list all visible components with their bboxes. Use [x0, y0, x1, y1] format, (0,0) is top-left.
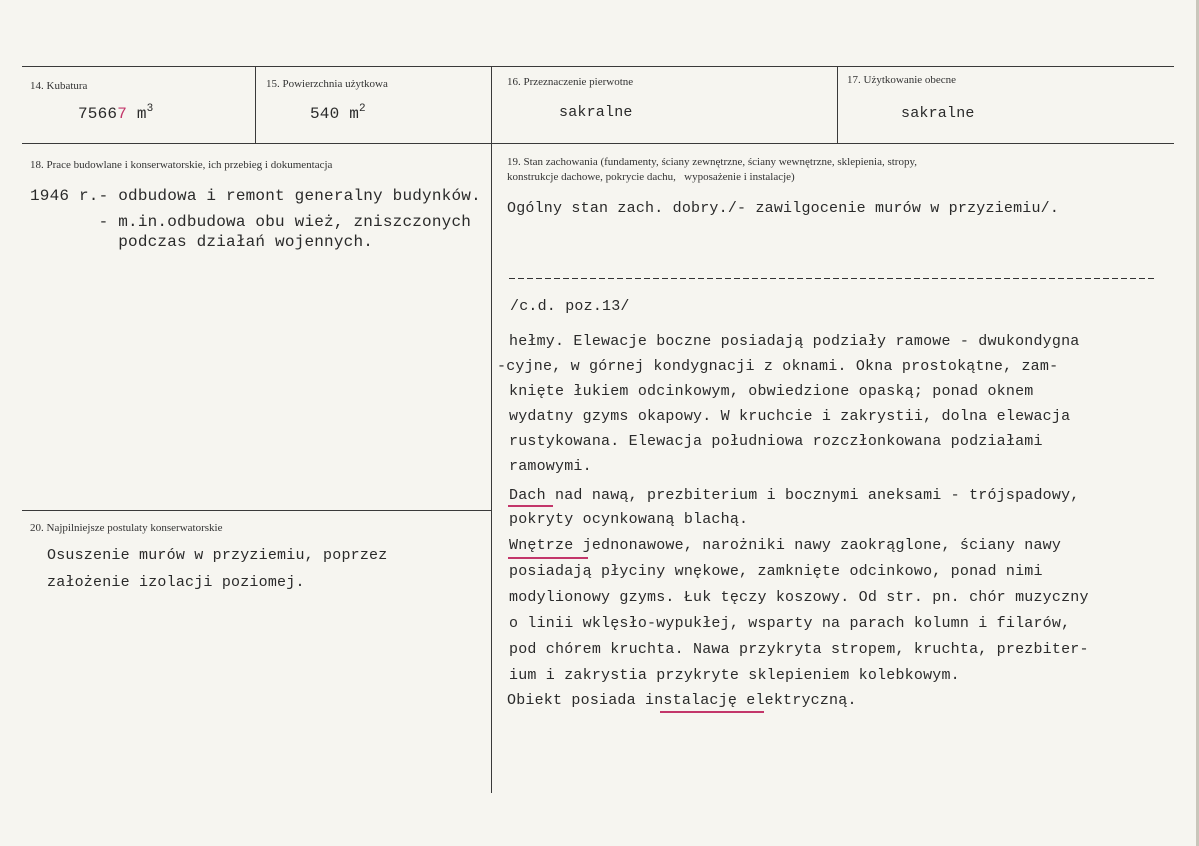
field18-line: podczas działań wojennych. — [30, 233, 374, 251]
field17-value: sakralne — [901, 105, 975, 122]
field17-label: 17. Użytkowanie obecne — [847, 74, 957, 86]
field20-line: założenie izolacji poziomej. — [47, 574, 305, 591]
field15-label: 15. Powierzchnia użytkowa — [266, 78, 388, 90]
field19-line: wydatny gzyms okapowy. W kruchcie i zakrystii, dolna elewacja — [509, 408, 1071, 425]
dashed-separator — [509, 272, 1157, 286]
field14-value-main: 7566 — [78, 105, 118, 123]
field19-line: pod chórem kruchta. Nawa przykryta stropem, kruchta, prezbiter- — [509, 641, 1089, 658]
field19-line: pokryty ocynkowaną blachą. — [509, 511, 749, 528]
field19-state: Ogólny stan zach. dobry./- zawilgocenie murów w przyziemiu/. — [507, 200, 1060, 217]
field19-label-line1: 19. Stan zachowania (fundamenty, ściany zewnętrzne, ściany wewnętrzne, sklepienia, stropy, — [507, 156, 918, 168]
col-divider-1 — [255, 66, 256, 143]
field19-line: knięte łukiem odcinkowym, obwiedzione opaską; ponad oknem — [509, 383, 1034, 400]
field16-value: sakralne — [559, 104, 633, 121]
field18-line: 1946 r.- odbudowa i remont generalny budynków. — [30, 187, 481, 205]
field19-line: posiadają płyciny wnękowe, zamknięte odcinkowo, ponad nimi — [509, 563, 1043, 580]
field18-label: 18. Prace budowlane i konserwatorskie, ich przebieg i dokumentacja — [30, 159, 333, 171]
field18-line: - m.in.odbudowa obu wież, zniszczonych — [30, 213, 472, 231]
field19-line: o linii wklęsło-wypukłej, wsparty na parach kolumn i filarów, — [509, 615, 1071, 632]
field19-line: Wnętrze jednonawowe, narożniki nawy zaokrąglone, ściany nawy — [509, 537, 1062, 554]
field19-line: Dach nad nawą, prezbiterium i bocznymi aneksami - trójspadowy, — [509, 487, 1080, 504]
field19-line: rustykowana. Elewacja południowa rozczłonkowana podziałami — [509, 433, 1043, 450]
field15-value-exp: 2 — [359, 103, 366, 115]
field19-line: Obiekt posiada instalację elektryczną. — [507, 692, 857, 709]
field19-line: hełmy. Elewacje boczne posiadają podziały ramowe - dwukondygna — [509, 333, 1080, 350]
field20-label: 20. Najpilniejsze postulaty konserwatorskie — [30, 522, 223, 534]
field20-top-rule — [22, 510, 492, 511]
field19-line: ium i zakrystia przykryte sklepieniem kolebkowym. — [509, 667, 960, 684]
underline-instalacje — [660, 711, 764, 713]
field16-label: 16. Przeznaczenie pierwotne — [507, 76, 634, 88]
top-rule — [22, 66, 1174, 67]
field14-value-correction: 7 — [117, 105, 128, 123]
col-divider-2 — [491, 66, 492, 793]
field19-line: modylionowy gzyms. Łuk tęczy koszowy. Od str. pn. chór muzyczny — [509, 589, 1089, 606]
col-divider-3 — [837, 66, 838, 143]
field14-value-exp: 3 — [146, 103, 154, 115]
field20-line: Osuszenie murów w przyziemiu, poprzez — [47, 547, 388, 564]
row1-bottom-rule — [22, 143, 1174, 144]
field14-value-unit: m — [136, 105, 147, 123]
field15-value-text: 540 m — [310, 105, 360, 123]
field19-line: ramowymi. — [509, 458, 592, 475]
field19-label-line2: konstrukcje dachowe, pokrycie dachu, wyposażenie i instalacje) — [507, 171, 795, 183]
underline-dach — [508, 505, 553, 507]
field19-line: -cyjne, w górnej kondygnacji z oknami. Okna prostokątne, zam- — [497, 358, 1059, 375]
field19-continuation-header: /c.d. poz.13/ — [510, 298, 630, 315]
underline-wnetrze — [508, 557, 588, 559]
field14-label: 14. Kubatura — [30, 80, 88, 92]
field15-value — [310, 103, 366, 123]
field14-value — [78, 103, 153, 123]
